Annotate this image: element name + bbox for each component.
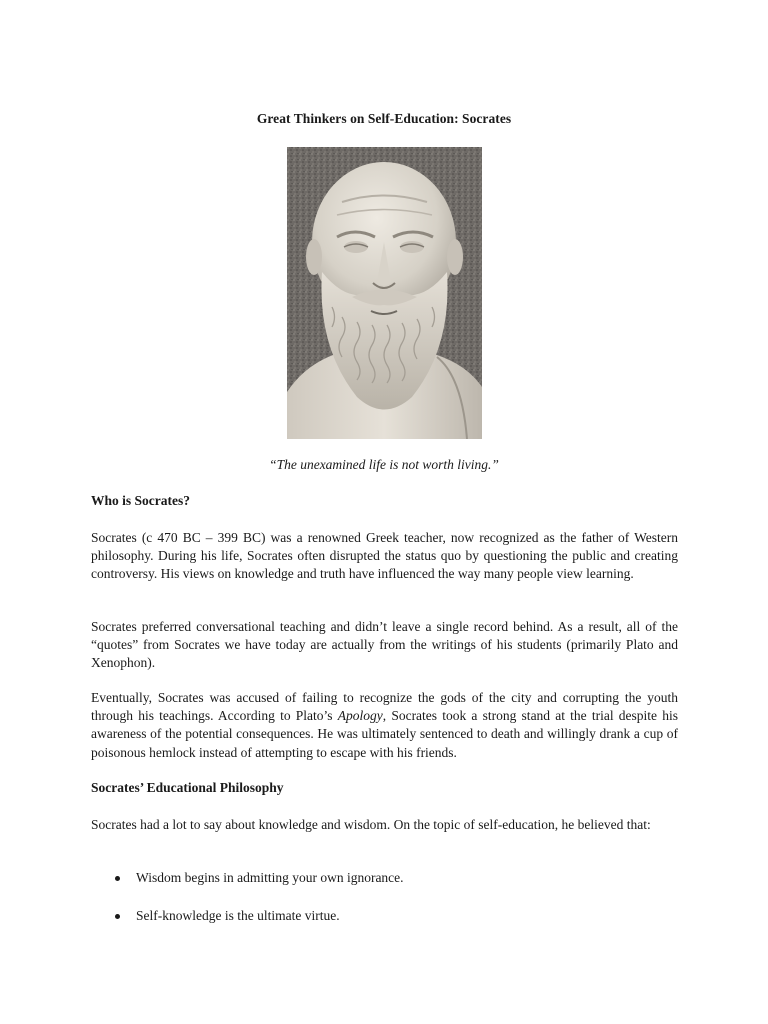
list-item	[91, 870, 678, 888]
socrates-bust-image	[287, 147, 482, 439]
paragraph-trial-text-1: Eventually, Socrates was accused of failing to recognize the gods of the city and corrupting the youth through his teachings. According to Plato’s	[91, 690, 678, 724]
paragraph-trial	[91, 689, 678, 762]
apology-title: Apology	[337, 708, 383, 724]
paragraph-conversational-teaching: Socrates preferred conversational teaching and didn’t leave a single record behind. As a result, all of the “quotes” from Socrates we have today are actually from the writings of his students (primarily Plato and Xenophon).	[91, 619, 678, 671]
paragraph-trial-text-2: , Socrates took a strong stand at the trial despite his awareness of the potential consequences. He was ultimately sentenced to death and willingly drank a cup of poisonous hemlock instead of attempting to escape with his friends.	[91, 708, 678, 760]
section-heading-who-is-socrates: Who is Socrates?	[91, 493, 190, 508]
list-item-text: Wisdom begins in admitting your own ignorance.	[136, 870, 404, 885]
bullet-icon	[115, 914, 120, 919]
list-item-text: Self-knowledge is the ultimate virtue.	[136, 908, 340, 923]
bullet-icon	[115, 876, 120, 881]
paragraph-knowledge-wisdom: Socrates had a lot to say about knowledge and wisdom. On the topic of self-education, he believed that:	[91, 817, 651, 832]
list-item	[91, 908, 678, 926]
page-title: Great Thinkers on Self-Education: Socrates	[256, 111, 512, 126]
section-heading-educational-philosophy: Socrates’ Educational Philosophy	[91, 780, 284, 795]
paragraph-biography: Socrates (c 470 BC – 399 BC) was a renowned Greek teacher, now recognized as the father of Western philosophy. During his life, Socrates often disrupted the status quo by questioning the public and creating controversy. His views on knowledge and truth have influenced the way many people view learning.	[91, 530, 678, 582]
socrates-quote: “The unexamined life is not worth living.”	[269, 457, 499, 472]
